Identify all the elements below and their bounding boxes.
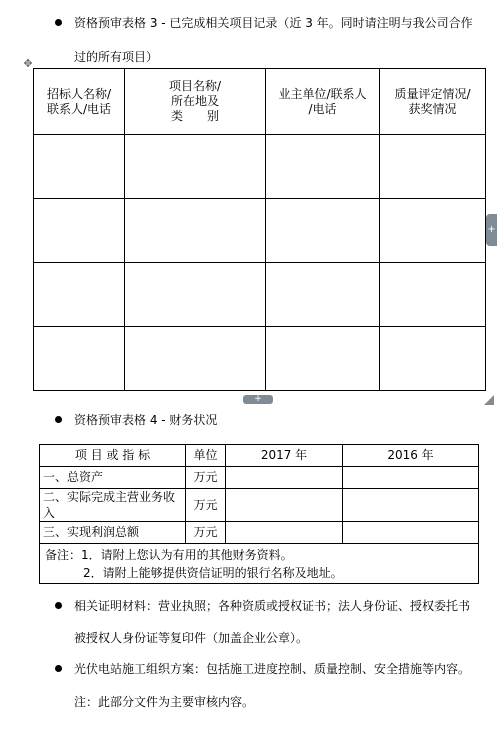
footnote: 注：此部分文件为主要审核内容。	[74, 695, 255, 709]
certificates-line2: 被授权人身份证等复印件（加盖企业公章）。	[74, 631, 309, 645]
resize-corner-icon[interactable]	[484, 395, 494, 405]
header-cell-tenderer: 招标人名称/ 联系人/电话	[34, 69, 125, 135]
table-row	[34, 263, 486, 327]
section3-title-line1: 资格预审表格 3 - 已完成相关项目记录（近 3 年。同时请注明与我公司合作	[74, 16, 473, 30]
header-2017: 2017 年	[226, 445, 343, 467]
header-cell-quality: 质量评定情况/ 获奖情况	[380, 69, 486, 135]
row-unit: 万元	[186, 522, 226, 544]
project-record-table	[33, 68, 486, 391]
row-label: 二、实际完成主营业务收入	[40, 489, 186, 522]
row-unit: 万元	[186, 467, 226, 489]
add-row-plus-icon[interactable]: +	[243, 395, 273, 404]
section3-title-line2: 过的所有项目）	[74, 50, 159, 64]
bullet-icon	[55, 19, 62, 26]
add-column-plus-icon[interactable]: +	[486, 214, 497, 246]
bullet-icon	[55, 665, 62, 672]
row-label: 三、实现利润总额	[40, 522, 186, 544]
move-icon[interactable]: ✥	[23, 57, 33, 70]
bullet-icon	[55, 602, 62, 609]
table-header-row	[34, 69, 486, 135]
table-row	[34, 135, 486, 199]
header-unit: 单位	[186, 445, 226, 467]
table-row	[40, 467, 479, 489]
construction-plan: 光伏电站施工组织方案：包括施工进度控制、质量控制、安全措施等内容。	[74, 662, 471, 676]
header-cell-owner: 业主单位/联系人 /电话	[266, 69, 380, 135]
note-line-2: 2．请附上能够提供资信证明的银行名称及地址。	[83, 565, 343, 580]
table-row	[34, 199, 486, 263]
financial-status-table	[39, 444, 479, 584]
row-unit: 万元	[186, 489, 226, 522]
table-row	[40, 522, 479, 544]
bullet-icon	[55, 416, 62, 423]
table-header-row	[40, 445, 479, 467]
note-line-1: 备注：1．请附上您认为有用的其他财务资料。	[45, 547, 293, 562]
header-2016: 2016 年	[343, 445, 479, 467]
table-row	[40, 489, 479, 522]
table-row	[34, 327, 486, 391]
certificates-line1: 相关证明材料：营业执照；各种资质或授权证书；法人身份证、授权委托书	[74, 599, 471, 613]
note-row	[40, 544, 479, 584]
row-label: 一、总资产	[40, 467, 186, 489]
header-indicator: 项 目 或 指 标	[40, 445, 186, 467]
header-cell-project: 项目名称/ 所在地及 类 别	[125, 69, 266, 135]
note-cell	[40, 544, 479, 584]
section4-title: 资格预审表格 4 - 财务状况	[74, 413, 218, 427]
